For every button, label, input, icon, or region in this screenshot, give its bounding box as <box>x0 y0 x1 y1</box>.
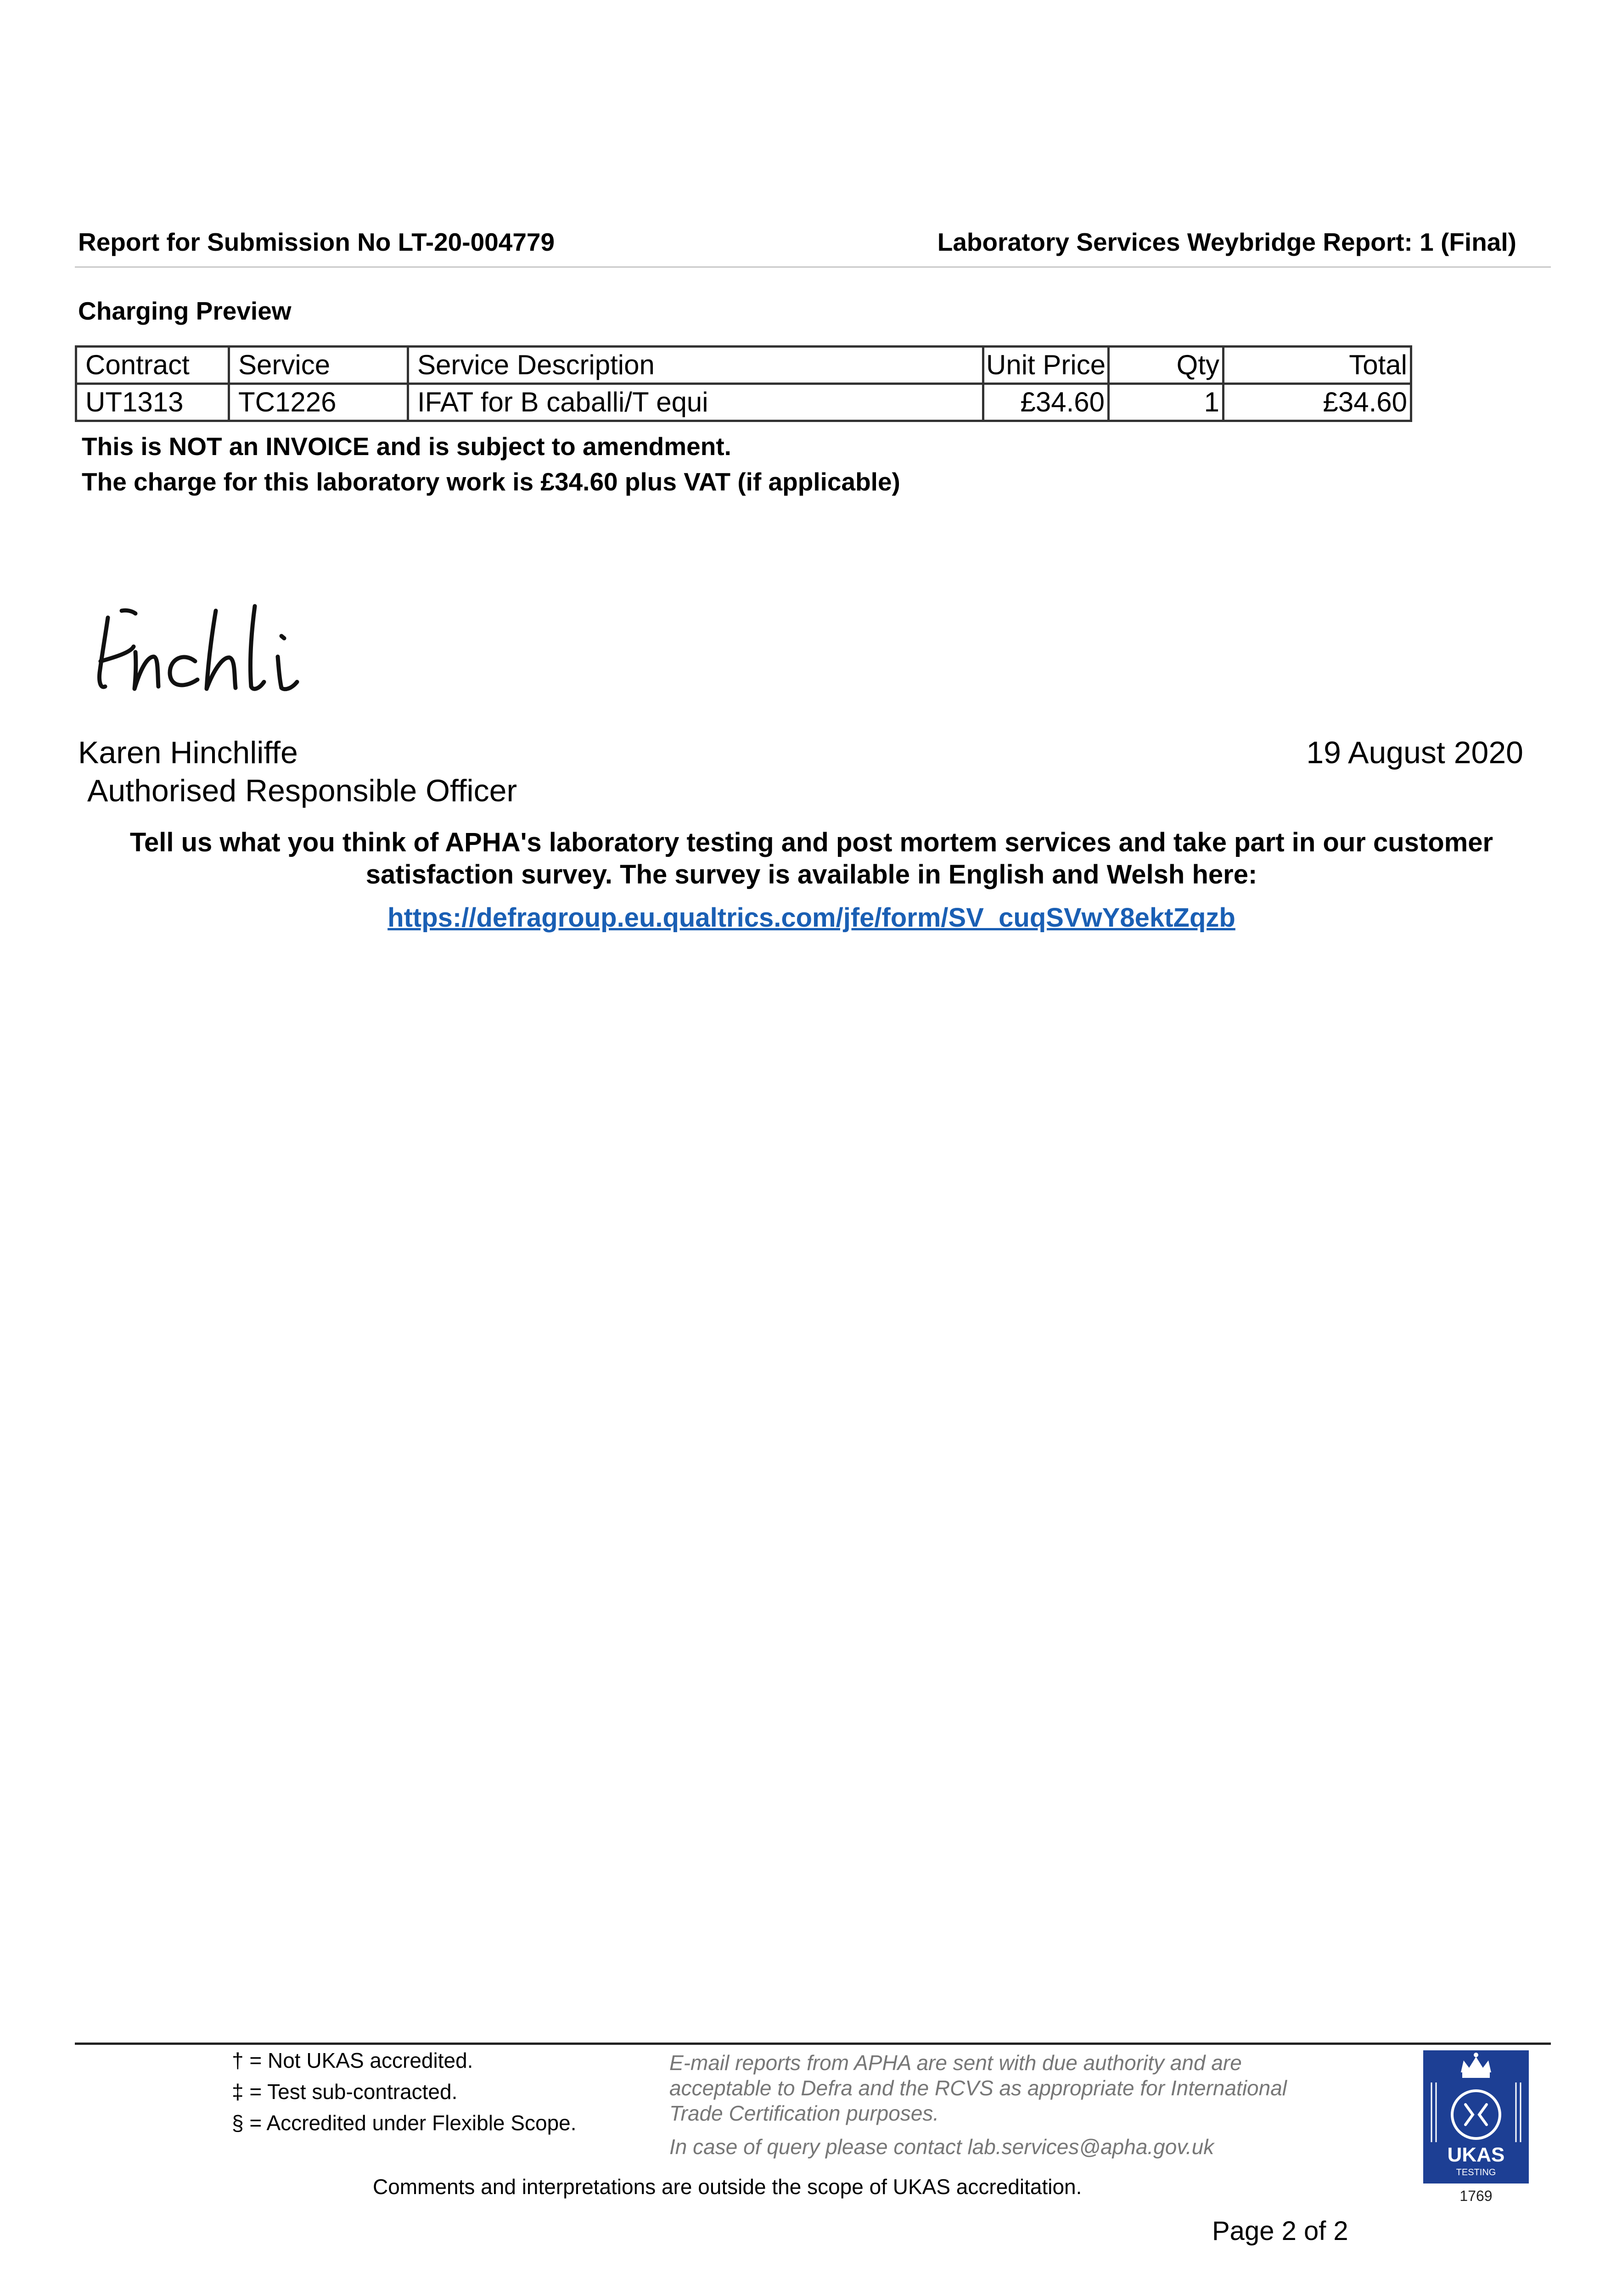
legend-flexible-scope: § = Accredited under Flexible Scope. <box>232 2111 577 2135</box>
cell-qty: 1 <box>1109 384 1224 421</box>
report-submission-title: Report for Submission No LT-20-004779 <box>78 228 555 256</box>
handwritten-signature <box>90 592 388 712</box>
charging-preview-title: Charging Preview <box>78 297 292 325</box>
legend-not-accredited: † = Not UKAS accredited. <box>232 2048 473 2072</box>
report-lab-title: Laboratory Services Weybridge Report: 1 (Final) <box>937 228 1516 256</box>
cell-service: TC1226 <box>229 384 408 421</box>
col-header-unit-price: Unit Price <box>983 347 1109 384</box>
survey-link[interactable]: https://defragroup.eu.qualtrics.com/jfe/form/SV_cuqSVwY8ektZqzb <box>387 903 1235 933</box>
ukas-testing-label: TESTING <box>1456 2167 1496 2178</box>
col-header-qty: Qty <box>1109 347 1224 384</box>
survey-invitation <box>92 827 1531 891</box>
charging-table-header-row <box>76 347 1411 384</box>
col-header-contract: Contract <box>76 347 229 384</box>
report-date: 19 August 2020 <box>1306 735 1523 770</box>
legend-sub-contracted: ‡ = Test sub-contracted. <box>232 2080 458 2104</box>
survey-line-1: Tell us what you think of APHA's laboratory testing and post mortem services and take part in our customer <box>129 827 1493 857</box>
table-row <box>76 384 1411 421</box>
cell-service-description: IFAT for B caballi/T equi <box>408 384 983 421</box>
signature-text: Hinchli <box>90 592 91 593</box>
ukas-logo <box>1423 2050 1529 2206</box>
charging-table <box>75 345 1412 422</box>
cell-unit-price: £34.60 <box>983 384 1109 421</box>
survey-line-2: satisfaction survey. The survey is available in English and Welsh here: <box>365 860 1257 889</box>
col-header-service: Service <box>229 347 408 384</box>
not-invoice-note: This is NOT an INVOICE and is subject to amendment. <box>82 432 731 461</box>
email-reports-note <box>669 2050 1386 2160</box>
page-number: Page 2 of 2 <box>1212 2216 1348 2246</box>
cell-contract: UT1313 <box>76 384 229 421</box>
signatory-name: Karen Hinchliffe <box>78 735 298 770</box>
charge-summary-note: The charge for this laboratory work is £34.60 plus VAT (if applicable) <box>82 467 900 496</box>
email-note-line-3: Trade Certification purposes. <box>669 2101 939 2125</box>
ukas-scope-note: Comments and interpretations are outside the scope of UKAS accreditation. <box>373 2175 1082 2199</box>
ukas-label: UKAS <box>1447 2144 1505 2166</box>
email-note-line-1: E-mail reports from APHA are sent with due authority and are <box>669 2051 1242 2075</box>
query-contact-note: In case of query please contact lab.services@apha.gov.uk <box>669 2135 1214 2159</box>
col-header-total: Total <box>1224 347 1411 384</box>
header-divider <box>75 266 1551 268</box>
col-header-service-description: Service Description <box>408 347 983 384</box>
ukas-number: 1769 <box>1459 2188 1493 2204</box>
footer-legend <box>232 2045 577 2138</box>
cell-total: £34.60 <box>1224 384 1411 421</box>
email-note-line-2: acceptable to Defra and the RCVS as appropriate for International <box>669 2076 1287 2100</box>
signatory-role: Authorised Responsible Officer <box>87 773 517 808</box>
